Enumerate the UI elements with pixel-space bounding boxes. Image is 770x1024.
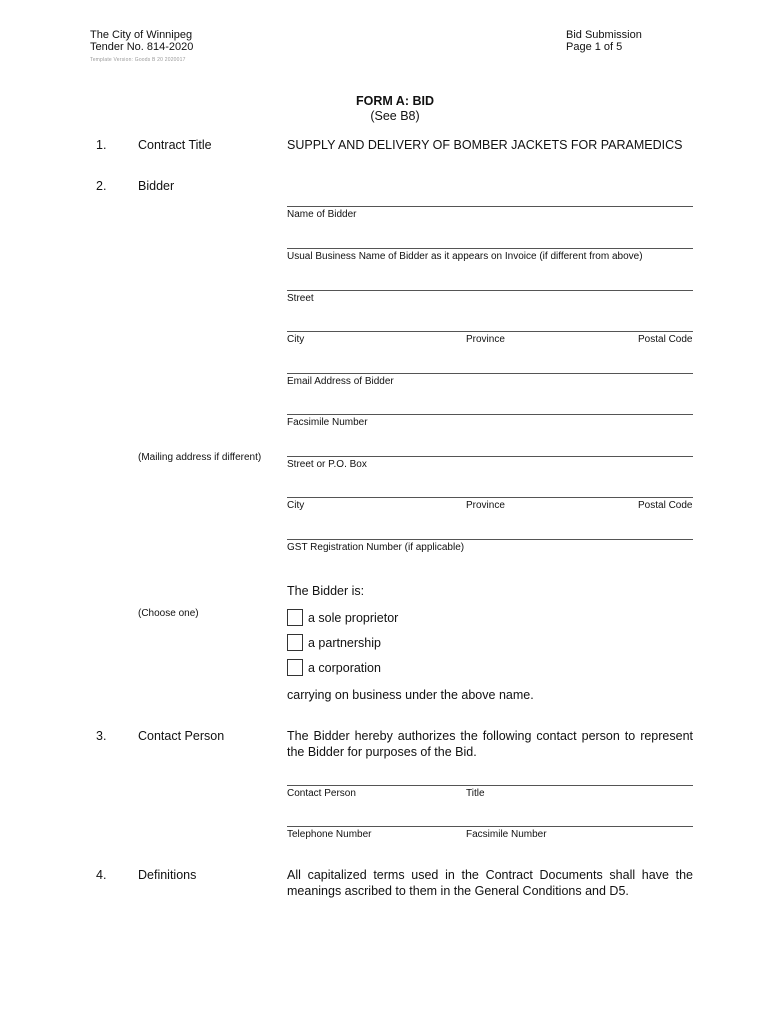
mailing-province-caption: Province	[466, 500, 505, 511]
form-subtitle: (See B8)	[370, 109, 420, 123]
sole-proprietor-label: a sole proprietor	[308, 611, 399, 625]
definitions-text: All capitalized terms used in the Contract Documents shall have the meanings ascribed to them in the General Conditions and D5.	[287, 868, 693, 898]
section-1-label: Contract Title	[138, 138, 212, 152]
postal-code-caption: Postal Code	[638, 334, 693, 345]
province-caption: Province	[466, 334, 505, 345]
gst-caption: GST Registration Number (if applicable)	[287, 542, 465, 553]
usual-business-name-caption: Usual Business Name of Bidder as it appears on Invoice (if different from above)	[287, 251, 643, 262]
contract-title-value: SUPPLY AND DELIVERY OF BOMBER JACKETS FOR PARAMEDICS	[287, 138, 683, 152]
city-caption: City	[287, 334, 305, 345]
pobox-field[interactable]	[287, 456, 693, 457]
section-3-number: 3.	[96, 729, 107, 743]
mailing-address-label: (Mailing address if different)	[138, 452, 262, 463]
usual-business-name-field[interactable]	[287, 248, 693, 249]
header-doc-type: Bid Submission	[566, 29, 642, 41]
street-caption: Street	[287, 293, 314, 304]
choose-one-label: (Choose one)	[138, 608, 199, 619]
contact-person-title-field[interactable]	[287, 785, 693, 786]
fax-caption: Facsimile Number	[287, 417, 368, 428]
header-tender: Tender No. 814-2020	[90, 41, 194, 53]
telephone-fax-field[interactable]	[287, 826, 693, 827]
section-4-label: Definitions	[138, 868, 197, 882]
partnership-checkbox[interactable]	[287, 634, 303, 651]
carrying-on-business-text: carrying on business under the above name.	[287, 688, 534, 702]
city-province-postal-field[interactable]	[287, 331, 693, 332]
title-caption: Title	[466, 788, 485, 799]
corporation-checkbox[interactable]	[287, 659, 303, 676]
email-field[interactable]	[287, 373, 693, 374]
telephone-caption: Telephone Number	[287, 829, 372, 840]
email-caption: Email Address of Bidder	[287, 376, 394, 387]
header-page-number: Page 1 of 5	[566, 41, 623, 53]
partnership-label: a partnership	[308, 636, 381, 650]
section-2-label: Bidder	[138, 179, 175, 193]
section-4-number: 4.	[96, 868, 107, 882]
bidder-is-label: The Bidder is:	[287, 584, 365, 598]
section-2-number: 2.	[96, 179, 107, 193]
form-title: FORM A: BID	[356, 94, 434, 108]
mailing-postal-code-caption: Postal Code	[638, 500, 693, 511]
contact-fax-caption: Facsimile Number	[466, 829, 547, 840]
gst-field[interactable]	[287, 539, 693, 540]
header-template-version: Template Version: Goods B 20 2020017	[90, 57, 186, 63]
pobox-caption: Street or P.O. Box	[287, 459, 367, 470]
bidder-name-field[interactable]	[287, 206, 693, 207]
contact-person-caption: Contact Person	[287, 788, 356, 799]
mailing-city-caption: City	[287, 500, 305, 511]
sole-proprietor-checkbox[interactable]	[287, 609, 303, 626]
contact-person-text: The Bidder hereby authorizes the following contact person to represent the Bidder for purposes of the Bid.	[287, 729, 693, 759]
bidder-name-caption: Name of Bidder	[287, 209, 357, 220]
mailing-city-province-postal-field[interactable]	[287, 497, 693, 498]
street-field[interactable]	[287, 290, 693, 291]
section-3-label: Contact Person	[138, 729, 225, 743]
corporation-label: a corporation	[308, 661, 381, 675]
fax-field[interactable]	[287, 414, 693, 415]
header-city: The City of Winnipeg	[90, 29, 193, 41]
section-1-number: 1.	[96, 138, 107, 152]
